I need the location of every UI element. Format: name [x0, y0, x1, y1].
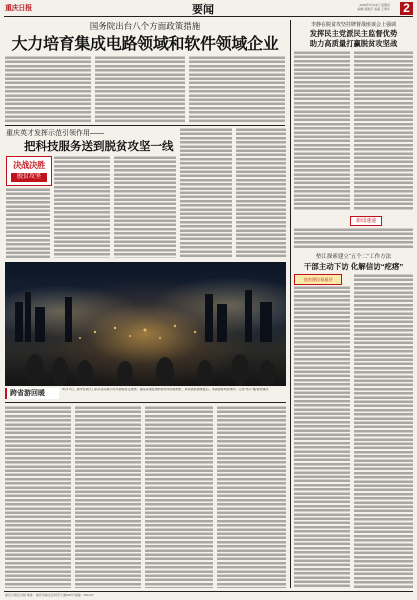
story2-col-1a — [6, 188, 50, 258]
masthead-logo: 重庆日报 — [5, 3, 32, 12]
right-mid-col-2 — [354, 274, 413, 588]
editor-line: 编辑 康振宇 美编 王建华 — [357, 7, 390, 11]
right-mid-col-1 — [294, 286, 350, 588]
badge-line-1: 决战决胜 — [12, 160, 45, 170]
bottom-col-3 — [145, 406, 213, 588]
photo-caption-title: 跨省游回暖 — [10, 390, 45, 397]
skyline-buildings — [15, 290, 272, 342]
footer-rule — [4, 591, 413, 592]
right-mid-kicker: 垫江探索建立“五个二”工作方法 — [315, 254, 392, 260]
night-photo — [5, 262, 286, 386]
photo-caption-text: 9月12日，渝中区朝天门码头夜景吸引众多游客驻足观赏。随着各地疫情防控形势持续向好，跨省团队游恢复后，来渝游客明显增多。记者 郑宇 摄/视觉重庆 — [62, 388, 269, 391]
story2-col-2 — [114, 156, 176, 258]
right-mid-title: 干部主动下访 化解信访“疙瘩” — [303, 262, 404, 271]
story2-col-1b — [54, 156, 110, 258]
bottom-col-1 — [5, 406, 71, 588]
story2-col-4 — [236, 128, 286, 258]
footer-text: 重庆日报社出版 地址：重庆市渝北区同茂大道416号 邮编：401147 — [5, 593, 94, 597]
photo-rule — [5, 402, 286, 403]
badge-line-2: 脱贫攻坚 — [11, 173, 47, 182]
lead-col-2 — [95, 56, 185, 122]
party-tag: 党的建设看基层 — [303, 277, 333, 282]
lead-kicker: 国务院出台八个方面政策措施 — [89, 21, 201, 31]
column-divider — [290, 20, 291, 588]
right-col-2 — [354, 51, 413, 211]
skyline-illustration — [5, 262, 286, 386]
right-col-1 — [294, 51, 350, 211]
crowd-silhouettes — [26, 354, 275, 386]
bottom-col-2 — [75, 406, 141, 588]
news-tag: 新闻速递 — [355, 218, 376, 224]
city-lights — [79, 325, 196, 339]
right-kicker: 李静在脱贫攻坚挂牌督战座谈会上强调 — [310, 22, 396, 28]
page-number: 2 — [400, 2, 413, 15]
right-title-line-2: 助力高质量打赢脱贫攻坚战 — [309, 39, 398, 48]
story2-title: 把科技服务送到脱贫攻坚一线 — [24, 141, 174, 153]
lead-rule — [5, 125, 285, 126]
poverty-badge — [6, 156, 52, 186]
party-tag-box — [294, 274, 342, 285]
section-title: 要闻 — [192, 3, 214, 16]
lead-title: 大力培育集成电路领域和软件领域企业 — [11, 36, 279, 53]
date-line: 2018年9月13日 星期四 — [359, 3, 390, 7]
right-brief — [294, 228, 413, 248]
bottom-col-4 — [217, 406, 286, 588]
lead-col-1 — [5, 56, 91, 122]
lead-col-3 — [189, 56, 285, 122]
news-tag-box — [350, 216, 382, 226]
masthead-rule — [4, 16, 413, 17]
story2-col-3 — [180, 128, 232, 258]
story2-kicker: 重庆英才发挥示范引领作用—— — [6, 130, 104, 137]
photo-caption-title-box — [5, 388, 59, 399]
right-title-line-1: 发挥民主党派民主监督优势 — [309, 29, 398, 38]
